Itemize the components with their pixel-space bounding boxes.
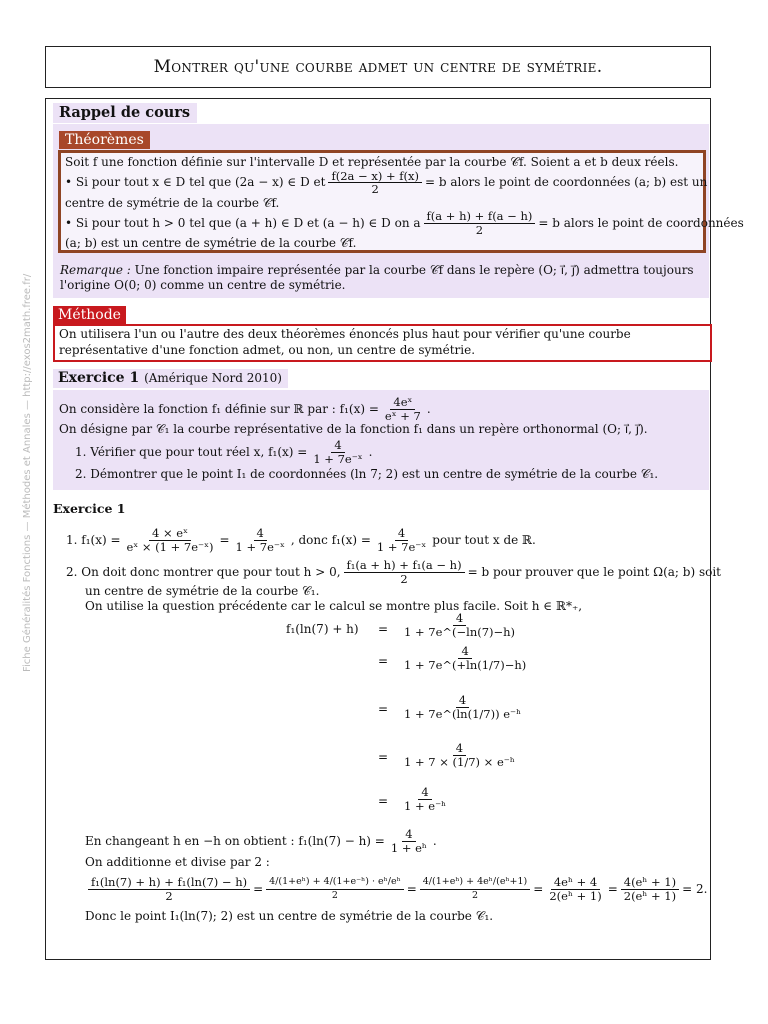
equals-sign: = (378, 702, 389, 716)
equals-sign: = (607, 881, 618, 896)
fraction-numerator: 4 (453, 742, 466, 756)
fraction-denominator: eˣ × (1 + 7e⁻ˣ) (126, 539, 214, 554)
fraction-numerator: f(a + h) + f(a − h) (424, 210, 536, 224)
equals-sign: = (378, 794, 389, 808)
theoreme-2 (65, 209, 744, 237)
remark-label: Remarque : (60, 263, 131, 277)
fraction-denominator: 1 + 7e^(−ln(7)−h) (404, 624, 516, 639)
question-1: 1. Vérifier que pour tout réel x, f₁(x) = $\frac{4}{\text{1 + 7e⁻ˣ}}$ . (75, 438, 373, 466)
final-result: = 2. (682, 881, 708, 896)
equals-sign: = (253, 881, 264, 896)
theoreme-1-end: = b alors le point de coordonnées (a; b) est un (424, 175, 708, 190)
methode-box (53, 324, 712, 362)
final-fraction-5 (621, 876, 679, 902)
step-2-method: On utilise la question précédente car le calcul se montre plus facile. Soit h ∈ ℝ*₊, (85, 599, 583, 613)
change-h-fraction (388, 828, 430, 854)
change-h-text: En changeant h en −h on obtient : f₁(ln(7) − h) = (85, 833, 385, 848)
theoreme-1-fraction (328, 170, 422, 196)
theoremes-box (58, 150, 744, 253)
equation-4 (398, 742, 521, 768)
equation-2-fraction (401, 645, 529, 671)
equals-sign: = (219, 532, 230, 547)
theoreme-1 (65, 168, 708, 196)
equation-3-fraction (401, 694, 524, 720)
exercice-tag (53, 369, 288, 388)
step-2-fraction (344, 559, 465, 585)
equation-3 (398, 694, 527, 720)
fraction-numerator: 4 (395, 527, 408, 541)
solution-title: Exercice 1 (53, 501, 126, 516)
fraction-numerator: 4eˣ (390, 396, 415, 410)
question-1-fraction (310, 439, 365, 465)
exercice-line-1-text: On considère la fonction f₁ définie sur ℝ par : f₁(x) = (59, 401, 379, 416)
exercice-fraction (382, 396, 424, 422)
exercice-panel (53, 390, 709, 490)
fraction-numerator: f(2a − x) + f(x) (328, 170, 422, 184)
conclusion: Donc le point I₁(ln(7); 2) est un centre de symétrie de la courbe 𝒞₁. (85, 909, 494, 923)
fraction-denominator: 1 + 7e⁻ˣ (313, 451, 363, 466)
fraction-denominator: 1 + eʰ (390, 840, 427, 855)
fraction-denominator: 1 + 7e⁻ˣ (235, 539, 285, 554)
theoreme-intro: Soit f une fonction définie sur l'intervalle D et représentée par la courbe 𝒞f. Soient a et b deux réels. (65, 155, 679, 169)
fraction-numerator: 4 (254, 527, 267, 541)
fraction-numerator: 4 (418, 786, 431, 800)
page-title: Montrer qu'une courbe admet un centre de symétrie. (153, 57, 603, 77)
fraction-numerator: f₁(a + h) + f₁(a − h) (344, 559, 465, 573)
final-equation (85, 872, 707, 906)
step-2-end: = b pour prouver que le point Ω(a; b) soit (467, 564, 721, 579)
equals-sign: = (378, 654, 389, 668)
fraction-denominator: 2 (471, 889, 479, 901)
rappel-tag: Rappel de cours (53, 103, 197, 123)
add-divide-line: On additionne et divise par 2 : (85, 855, 270, 869)
theoreme-2-fraction (424, 210, 536, 236)
final-fraction-4 (546, 876, 604, 902)
change-h-line: En changeant h en −h on obtient : f₁(ln(7) − h) = $\frac{4}{\text{1 + eʰ}}$ . (85, 827, 437, 855)
solution-step-2 (66, 557, 721, 587)
fraction-numerator: 4 (453, 612, 466, 626)
fraction-denominator: 1 + 7e^(+ln(1/7)−h) (404, 657, 527, 672)
step-1-end: pour tout x de ℝ. (432, 532, 536, 547)
theoreme-1-cont: centre de symétrie de la courbe 𝒞f. (65, 195, 280, 210)
theoremes-tag: Théorèmes (59, 131, 150, 149)
equals-sign: = (378, 622, 389, 636)
equals-sign: = (533, 881, 544, 896)
fraction-denominator: 2(eʰ + 1) (623, 888, 677, 903)
equals-sign: = (406, 881, 417, 896)
exercice-tag-label: Exercice 1 (58, 370, 140, 386)
title-box (45, 46, 711, 88)
fraction-denominator: 2 (331, 889, 338, 901)
fraction-denominator: 1 + 7 × (1/7) × e⁻ʰ (404, 754, 515, 769)
exercice-source: (Amérique Nord 2010) (144, 371, 282, 385)
fraction-numerator: 4 (331, 439, 344, 453)
fraction-numerator: 4 (456, 694, 469, 708)
fraction-denominator: 1 + 7e^(ln(1/7)) e⁻ʰ (404, 706, 522, 721)
equation-2 (398, 645, 532, 671)
fraction-denominator: 2 (475, 222, 484, 237)
fraction-denominator: 1 + e⁻ʰ (404, 798, 447, 813)
final-fraction-1 (88, 876, 250, 902)
methode-tag: Méthode (53, 306, 126, 325)
question-1-text: 1. Vérifier que pour tout réel x, f₁(x) = (75, 444, 308, 459)
methode-text: On utilisera l'un ou l'autre des deux théorèmes énoncés plus haut pour vérifier qu'une courbe représentative d'une fonction admet, ou non, un centre de symétrie. (59, 327, 631, 357)
exercice-line-2: On désigne par 𝒞₁ la courbe représentative de la fonction f₁ dans un repère orthonormal (O; i⃗, j⃗). (59, 422, 648, 436)
final-fraction-3 (420, 876, 531, 902)
theoreme-1-start: • Si pour tout x ∈ D tel que (2a − x) ∈ D et (65, 175, 326, 190)
equation-1 (398, 612, 521, 638)
step-1-middle: , donc f₁(x) = (290, 532, 371, 547)
fraction-denominator: 2(eʰ + 1) (549, 888, 602, 903)
fraction-numerator: 4 (458, 645, 471, 659)
question-2: 2. Démontrer que le point I₁ de coordonnées (ln 7; 2) est un centre de symétrie de la courbe 𝒞₁. (75, 467, 659, 481)
equation-5 (398, 786, 452, 812)
equation-4-fraction (401, 742, 518, 768)
solution-step-1 (66, 524, 536, 556)
equation-1-fraction (401, 612, 518, 638)
fraction-denominator: eˣ + 7 (384, 408, 421, 423)
fraction-denominator: 2 (400, 571, 408, 586)
step-1-start: 1. f₁(x) = (66, 532, 121, 547)
fraction-numerator: 4/(1+eʰ) + 4/(1+e⁻ʰ) · eʰ/eʰ (266, 876, 404, 890)
theoreme-2-end: = b alors le point de coordonnées (538, 215, 744, 230)
fraction-numerator: f₁(ln(7) + h) + f₁(ln(7) − h) (88, 876, 250, 890)
fraction-numerator: 4eʰ + 4 (551, 876, 600, 890)
step-2-start: 2. On doit donc montrer que pour tout h > 0, (66, 564, 341, 579)
remark (60, 263, 705, 293)
exercice-line-1: On considère la fonction f₁ définie sur ℝ par : f₁(x) = $\frac{\text{4eˣ}}{\text{eˣ + 7}}$ . (59, 395, 431, 423)
step-1-fraction-3 (374, 527, 429, 553)
equation-left: f₁(ln(7) + h) (286, 622, 359, 636)
fraction-denominator: 1 + 7e⁻ˣ (376, 539, 427, 554)
fraction-numerator: 4(eʰ + 1) (621, 876, 679, 890)
fraction-numerator: 4/(1+eʰ) + 4eʰ/(eʰ+1) (420, 876, 531, 890)
fraction-numerator: 4 (402, 828, 415, 842)
step-1-fraction-1 (124, 527, 217, 553)
fraction-denominator: 2 (165, 888, 173, 903)
fraction-denominator: 2 (371, 182, 379, 196)
final-fraction-2 (266, 876, 404, 902)
equals-sign: = (378, 750, 389, 764)
equation-5-fraction (401, 786, 449, 812)
remark-text: Une fonction impaire représentée par la courbe 𝒞f dans le repère (O; i⃗, j⃗) admettra toujours l'origine O(0; 0) comme un centre de symétrie. (60, 263, 694, 292)
side-note: Fiche Généralités Fonctions — Méthodes et Annales — http://exos2math.free.fr/ (22, 273, 33, 672)
theoreme-2-start: • Si pour tout h > 0 tel que (a + h) ∈ D et (a − h) ∈ D on a (65, 215, 421, 230)
step-2-cont: un centre de symétrie de la courbe 𝒞₁. (85, 584, 320, 598)
fraction-numerator: 4 × eˣ (149, 527, 191, 541)
theoreme-2-cont: (a; b) est un centre de symétrie de la courbe 𝒞f. (65, 236, 357, 250)
step-1-fraction-2 (233, 527, 288, 553)
